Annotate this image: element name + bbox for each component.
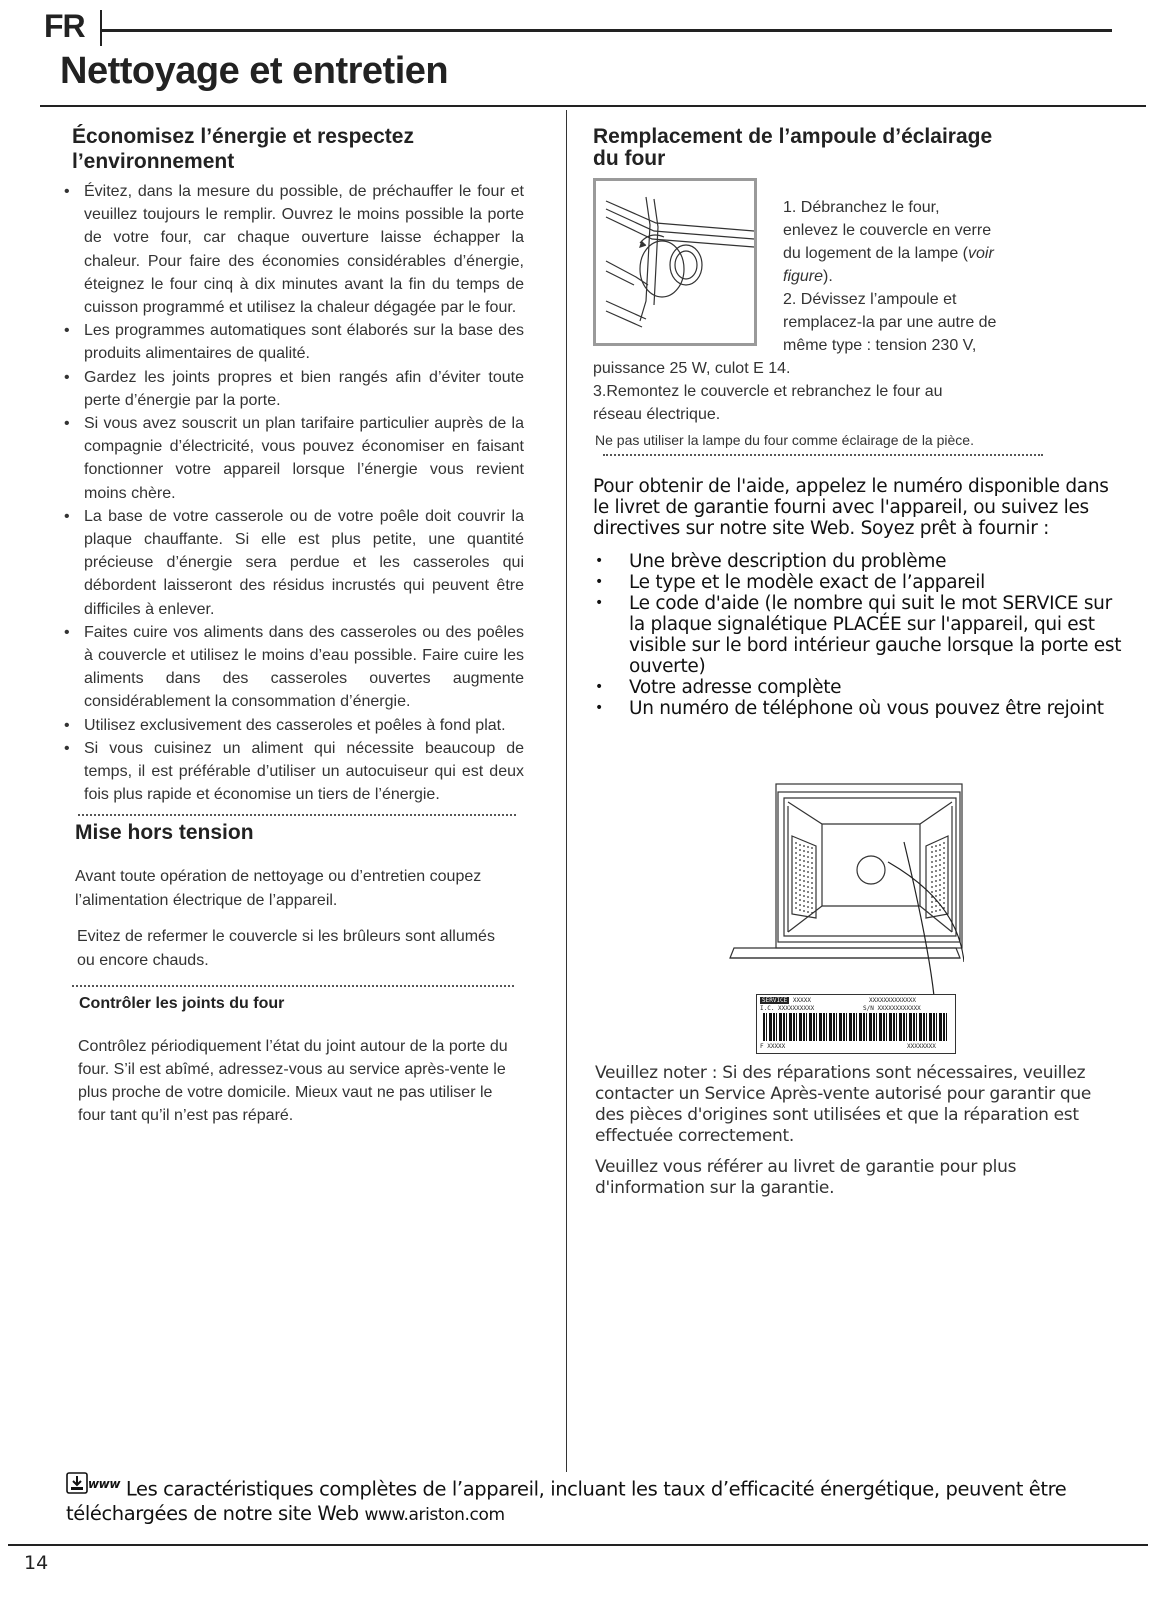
energy-section-heading: Économisez l’énergie et respectez l’environnement [72,125,414,173]
page-number: 14 [24,1552,49,1574]
footer-rule [8,1544,1148,1546]
left-column [62,124,524,1127]
title-rule [40,105,1146,107]
step-line: 1. Débranchez le four, [783,199,940,216]
step-line: 3.Remontez le couvercle et rebranchez le four au [593,383,943,400]
dotted-separator [603,454,1043,456]
list-item: • Si vous avez souscrit un plan tarifaire particulier auprès de la compagnie d’électricité, vous pouvez économiser en faisant fonctionner votre appareil lorsque l’énergie vous revient moins chère. [62,412,524,505]
footer-text: Les caractéristiques complètes de l’appareil, incluant les taux d’efficacité énergétique, peuvent être téléchargées de notre site Web [66,1477,1067,1525]
repair-notes [595,1063,1125,1199]
header-divider [100,10,102,46]
www-label: www [88,1477,121,1491]
column-divider [566,110,567,1472]
repair-note: Veuillez noter : Si des réparations sont nécessaires, veuillez contacter un Service Après-vente autorisé pour garantir que des pièces d'origines sont utilisées et que la réparation est effectuée correctement. [595,1063,1092,1146]
right-column [593,126,1133,719]
lamp-warning: Ne pas utiliser la lampe du four comme éclairage de la pièce. [595,432,974,448]
burners-paragraph: Evitez de refermer le couvercle si les brûleurs sont allumés ou encore chauds. [77,928,495,970]
header-rule [102,29,1112,32]
list-item: • Utilisez exclusivement des casseroles et poêles à fond plat. [62,714,524,737]
list-item: • Gardez les joints propres et bien rangés afin d’éviter toute perte d’énergie par la porte. [62,366,524,412]
list-item: • Si vous cuisinez un aliment qui nécessite beaucoup de temps, il est préférable d’utiliser un autocuiseur qui est deux fois plus rapide et économise un tiers de l’énergie. [62,737,524,807]
bulb-steps [593,196,1133,426]
help-intro: Pour obtenir de l'aide, appelez le numéro disponible dans le livret de garantie fourni avec l'appareil, ou suivez les directives sur notre site Web. Soyez prêt à fournir : [593,476,1109,539]
barcode [763,1013,949,1041]
seals-paragraph: Contrôlez périodiquement l’état du joint autour de la porte du four. S’il est abîmé, adressez-vous au service après-vente le plus proche de votre domicile. Mieux vaut ne pas utiliser le four tant qu’il n’est pas réparé. [78,1038,508,1125]
list-item: • Les programmes automatiques sont élaborés sur la base des produits alimentaires de qualité. [62,319,524,365]
warranty-note: Veuillez vous référer au livret de garantie pour plus d'information sur la garantie. [595,1157,1017,1198]
bulb-heading: Remplacement de l’ampoule d’éclairage du four [593,125,993,170]
dotted-separator [72,985,514,987]
language-code: FR [44,8,85,44]
list-item: • La base de votre casserole ou de votre poêle doit couvrir la plaque chauffante. Si elle est plus petite, une quantité précieuse d’énergie sera perdue et les casseroles qui débordent laisseront des résidus incrustés qui peuvent être difficiles à enlever. [62,505,524,621]
power-off-paragraph: Avant toute opération de nettoyage ou d’entretien coupez l’alimentation électrique de l’appareil. [75,868,482,910]
list-item: • Votre adresse complète [593,677,1133,698]
step-line: du logement de la lampe (voir [783,245,994,262]
step-line: remplacez-la par une autre de [783,314,997,331]
dotted-separator [78,814,516,816]
step-line: puissance 25 W, culot E 14. [593,360,791,377]
list-item: • Évitez, dans la mesure du possible, de préchauffer le four et veuillez toujours le remplir. Ouvrez le moins possible la porte de votre four, car chaque ouverture laisse échapper la chaleur. Pour faire des économies considérables d’énergie, éteignez le four cinq à dix minutes avant la fin du temps de cuisson programmé et utilisez la chaleur dégagée par le four. [62,180,524,319]
page-title: Nettoyage et entretien [60,50,449,92]
energy-tips-list [62,180,524,806]
website-link[interactable]: www.ariston.com [364,1504,505,1525]
download-icon [66,1472,88,1500]
step-line: réseau électrique. [593,406,721,423]
list-item: • Le type et le modèle exact de l’appareil [593,572,1133,593]
help-items-list [593,551,1133,719]
service-label: SERVICE XXXXX XXXXXXXXXXXXX I.C. XXXXXXXXXX S/N XXXXXXXXXXXX F XXXXX XXXXXXXX [756,994,956,1054]
footer-note [66,1472,1126,1527]
step-line: figure). [783,268,833,285]
power-off-heading: Mise hors tension [75,821,254,845]
seals-heading: Contrôler les joints du four [79,995,285,1013]
list-item: • Faites cuire vos aliments dans des casseroles ou des poêles à couvercle et utilisez le moins d’eau possible. Faire cuire les aliments dans des casseroles ouvertes augmente considérablement la consommation d’énergie. [62,621,524,714]
list-item: • Un numéro de téléphone où vous pouvez être rejoint [593,698,1133,719]
list-item: • Une brève description du problème [593,551,1133,572]
service-label-row: SERVICE XXXXX [762,997,811,1004]
list-item: • Le code d'aide (le nombre qui suit le mot SERVICE sur la plaque signalétique PLACÉE sur l'appareil, qui est visible sur le bord intérieur gauche lorsque la porte est ouverte) [593,593,1133,677]
step-line: enlevez le couvercle en verre [783,222,992,239]
step-line: 2. Dévissez l’ampoule et [783,291,957,308]
step-line: même type : tension 230 V, [783,337,977,354]
